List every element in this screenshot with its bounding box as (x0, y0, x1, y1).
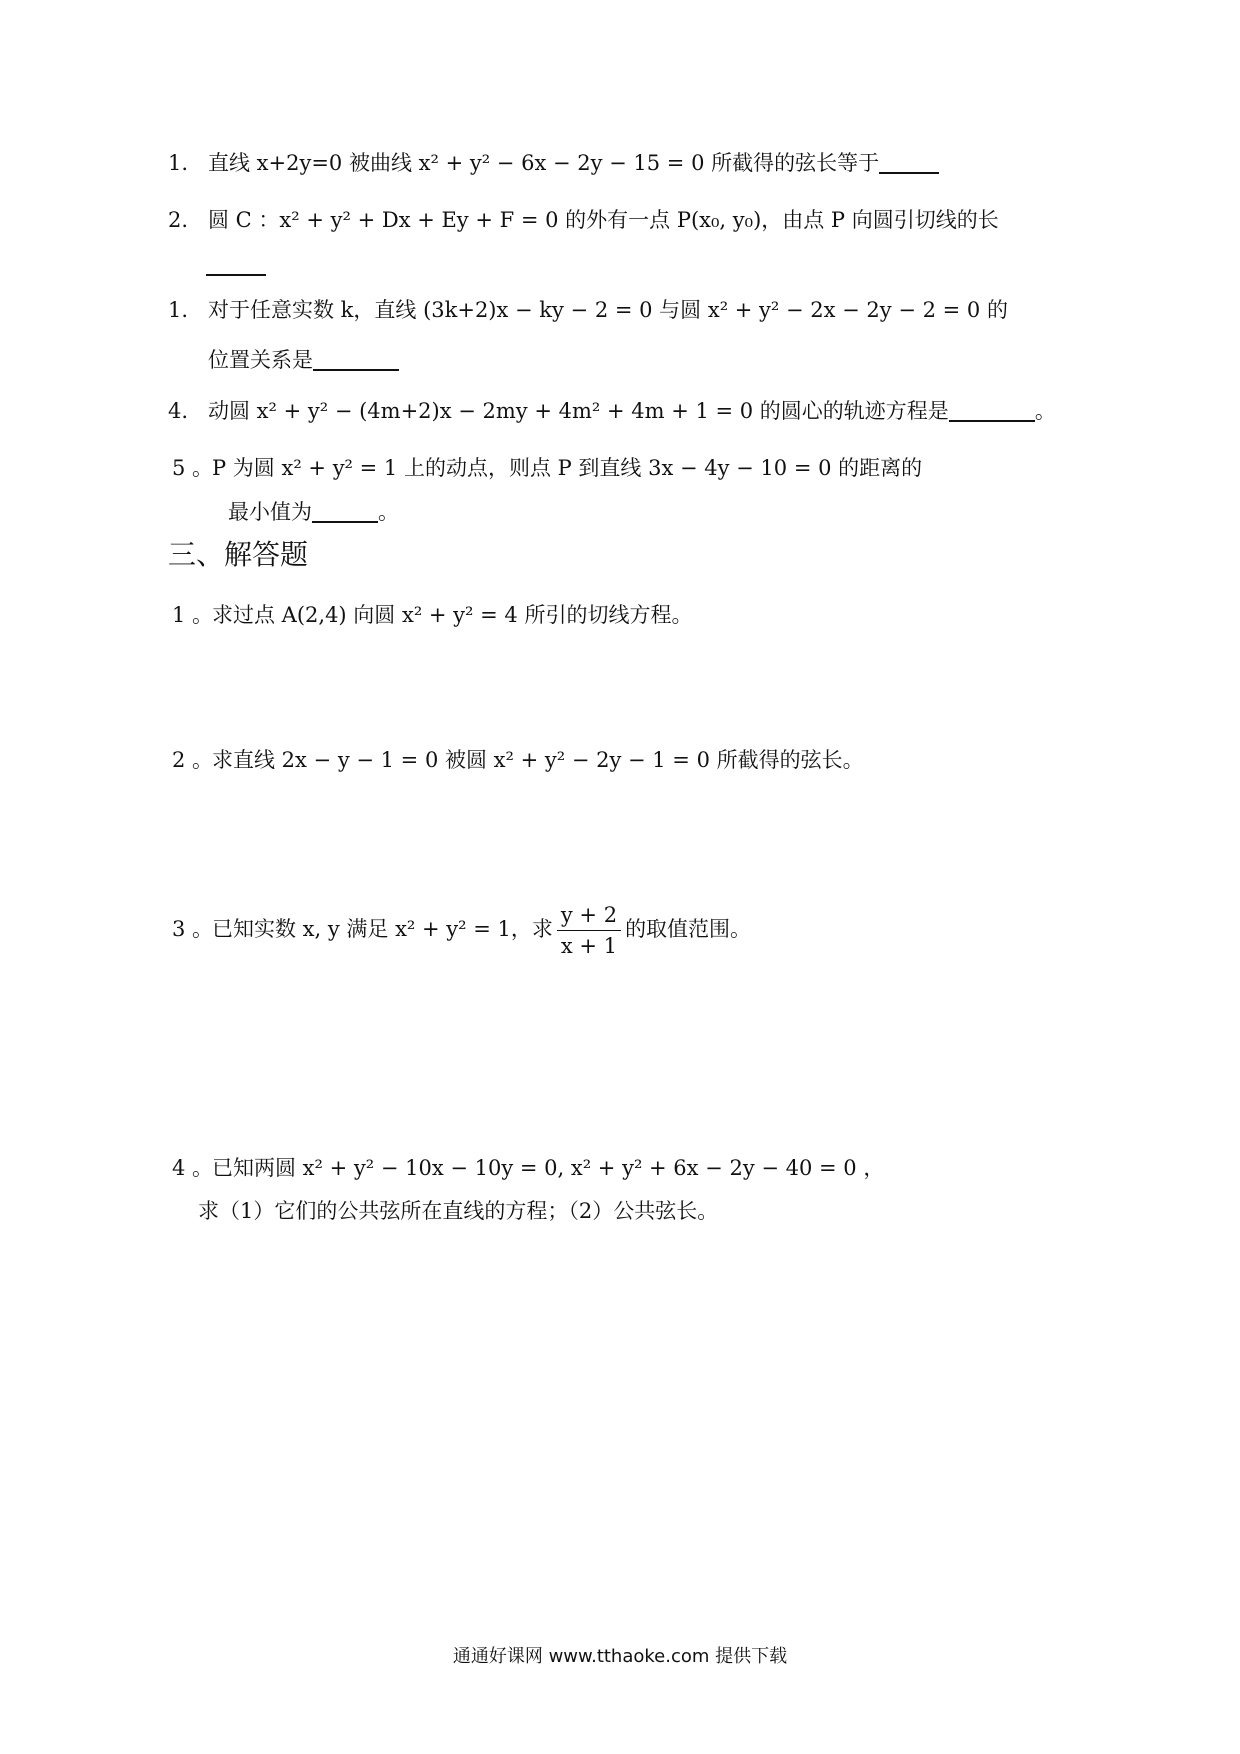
question-text: 求过点 A(2,4) 向圆 x² + y² = 4 所引的切线方程。 (212, 603, 693, 627)
question-number: 5 。 (172, 456, 214, 480)
question-solve-2 (172, 745, 864, 775)
question-text: 对于任意实数 k，直线 (3k+2)x − ky − 2 = 0 与圆 x² + y² − 2x − 2y − 2 = 0 的 (208, 298, 1008, 322)
answer-blank (313, 347, 399, 371)
question-text: 求直线 2x − y − 1 = 0 被圆 x² + y² − 2y − 1 = 0 所截得的弦长。 (212, 748, 864, 772)
question-solve-4-cont (198, 1196, 718, 1226)
question-number: 3 。 (172, 917, 214, 941)
question-solve-3 (172, 900, 751, 961)
question-text: 圆 C ：x² + y² + Dx + Ey + F = 0 的外有一点 P(x₀, y₀)，由点 P 向圆引切线的长 (208, 208, 999, 232)
question-fill-3-cont (208, 345, 399, 375)
question-number: 1. (168, 151, 189, 175)
question-text-cont: 求（1）它们的公共弦所在直线的方程；（2）公共弦长。 (198, 1199, 719, 1223)
question-number: 2. (168, 208, 189, 232)
question-number: 1 。 (172, 603, 214, 627)
question-number: 4 。 (172, 1156, 214, 1180)
section-title: 三、解答题 (168, 538, 309, 571)
question-fill-2 (168, 205, 999, 235)
fraction-denominator: x + 1 (560, 934, 618, 958)
question-fill-1 (168, 148, 939, 178)
question-fill-5-cont (228, 497, 399, 527)
question-fill-5 (172, 453, 922, 483)
question-number: 2 。 (172, 748, 214, 772)
page-footer: 通通好课网 www.tthaoke.com 提供下载 (452, 1646, 788, 1667)
question-fill-4 (168, 396, 1056, 426)
question-number: 1. (168, 298, 189, 322)
question-solve-4 (172, 1153, 884, 1183)
question-text: 直线 x+2y=0 被曲线 x² + y² − 6x − 2y − 15 = 0 所截得的弦长等于 (208, 151, 880, 175)
fraction-numerator: y + 2 (557, 900, 621, 931)
question-text-end: 的取值范围。 (625, 917, 752, 941)
question-text: 已知实数 x, y 满足 x² + y² = 1，求 (212, 917, 553, 941)
question-text-cont: 位置关系是 (208, 348, 313, 372)
question-text: 已知两圆 x² + y² − 10x − 10y = 0, x² + y² + 6x − 2y − 40 = 0 ， (212, 1156, 885, 1180)
question-tail: 。 (1034, 399, 1056, 423)
question-solve-1 (172, 600, 692, 630)
question-text: 动圆 x² + y² − (4m+2)x − 2my + 4m² + 4m + 1 = 0 的圆心的轨迹方程是 (208, 399, 949, 423)
answer-blank (312, 499, 378, 523)
question-number: 4. (168, 399, 189, 423)
question-tail: 。 (378, 500, 399, 524)
fraction (557, 900, 621, 961)
answer-blank (206, 252, 266, 276)
answer-blank (949, 398, 1035, 422)
question-text: P 为圆 x² + y² = 1 上的动点，则点 P 到直线 3x − 4y − 10 = 0 的距离的 (212, 456, 923, 480)
question-text-cont: 最小值为 (228, 500, 312, 524)
question-fill-2-blank (206, 250, 266, 280)
question-fill-3 (168, 295, 1008, 325)
answer-blank (879, 150, 939, 174)
